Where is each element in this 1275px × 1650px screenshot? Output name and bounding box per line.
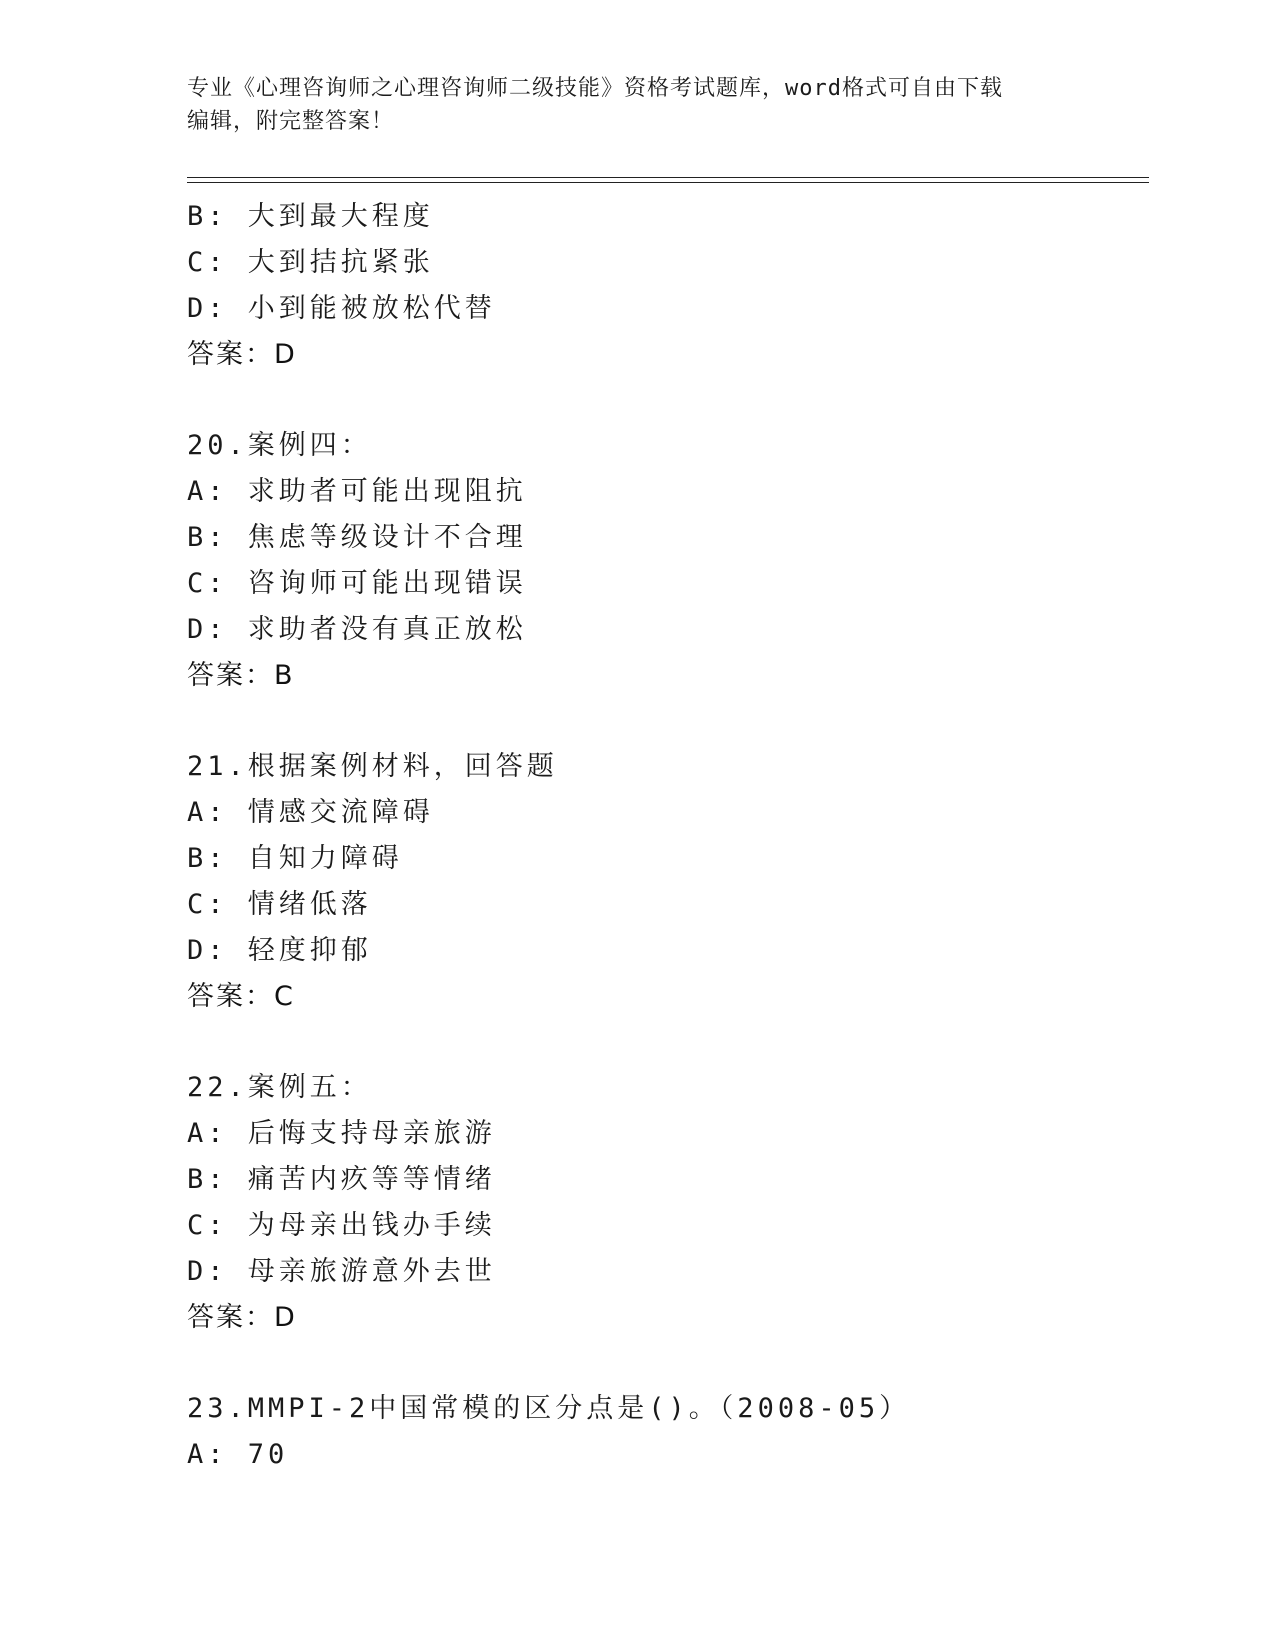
option-d: D: 母亲旅游意外去世: [187, 1256, 496, 1287]
option-b: B: 痛苦内疚等等情绪: [187, 1164, 496, 1195]
option-c: C: 大到拮抗紧张: [187, 247, 434, 278]
option-a: A: 情感交流障碍: [187, 797, 434, 828]
question-block-20: [187, 423, 1147, 699]
question-stem: 22.案例五：: [187, 1072, 372, 1103]
option-c: C: 情绪低落: [187, 889, 372, 920]
option-a: A: 70: [187, 1439, 289, 1470]
option-b: B: 自知力障碍: [187, 843, 403, 874]
question-block-21: [187, 744, 1147, 1020]
answer-line: 答案：C: [187, 981, 295, 1012]
document-header: [187, 72, 1087, 138]
question-stem: 21.根据案例材料，回答题: [187, 751, 558, 782]
answer-line: 答案：D: [187, 339, 297, 370]
question-block-prev: [187, 194, 1147, 378]
question-block-23: [187, 1386, 1147, 1478]
option-b: B: 焦虑等级设计不合理: [187, 522, 527, 553]
question-stem: 20.案例四：: [187, 430, 372, 461]
option-d: D: 小到能被放松代替: [187, 293, 496, 324]
option-d: D: 轻度抑郁: [187, 935, 372, 966]
option-b: B: 大到最大程度: [187, 201, 434, 232]
question-stem: 23.MMPI-2中国常模的区分点是()。（2008-05）: [187, 1393, 911, 1424]
option-a: A: 后悔支持母亲旅游: [187, 1118, 496, 1149]
answer-line: 答案：D: [187, 1302, 297, 1333]
question-block-22: [187, 1065, 1147, 1341]
option-c: C: 为母亲出钱办手续: [187, 1210, 496, 1241]
header-line-1: 专业《心理咨询师之心理咨询师二级技能》资格考试题库，word格式可自由下载: [187, 76, 1003, 101]
header-line-2: 编辑，附完整答案！: [187, 109, 395, 134]
option-a: A: 求助者可能出现阻抗: [187, 476, 527, 507]
answer-line: 答案：B: [187, 660, 295, 691]
option-d: D: 求助者没有真正放松: [187, 614, 527, 645]
question-list: [187, 194, 1147, 1478]
option-c: C: 咨询师可能出现错误: [187, 568, 527, 599]
header-divider-top: [187, 177, 1149, 178]
header-divider-bottom: [187, 182, 1149, 183]
